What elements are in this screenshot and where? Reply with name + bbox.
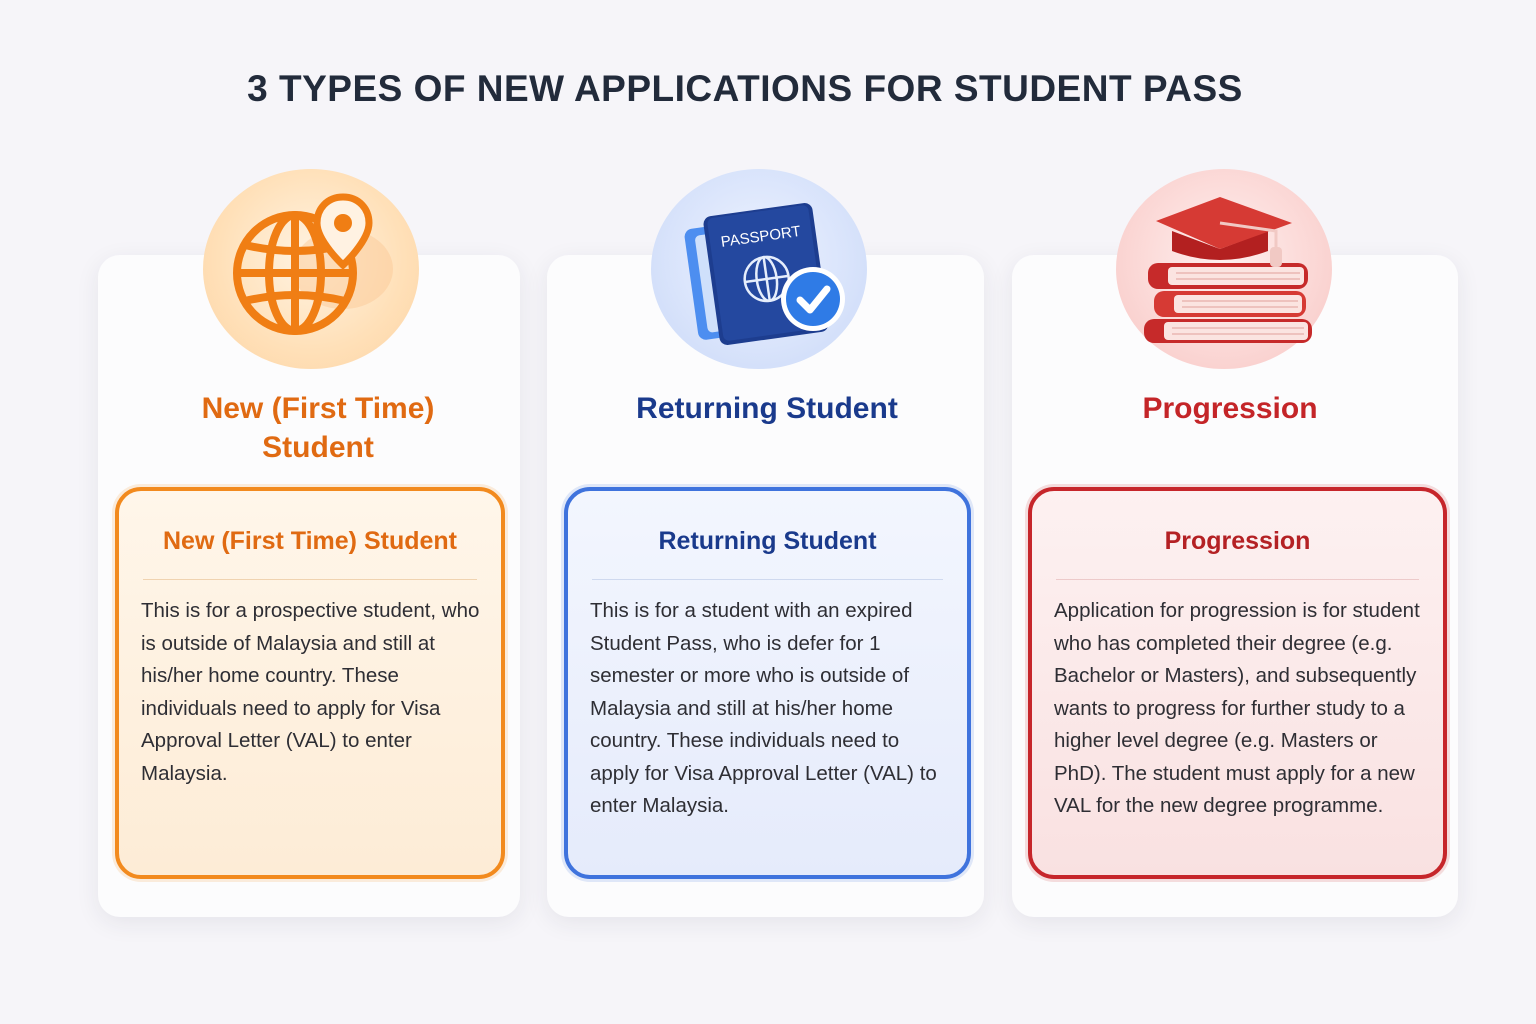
passport-label: PASSPORT [719, 222, 802, 251]
box-description: This is for a student with an expired Student Pass, who is defer for 1 semester or more who is outside of Malaysia and still at his/her home country. These individuals need to apply for Visa Approval Letter (VAL) to enter Malaysia. [590, 599, 937, 817]
box-title: New (First Time) Student [162, 527, 457, 555]
divider [1056, 579, 1419, 580]
divider [592, 579, 943, 580]
detail-box-returning-student [564, 487, 971, 879]
globe-location-icon [203, 169, 419, 369]
detail-box-new-student [115, 487, 505, 879]
card-heading-returning-student: Returning Student [636, 392, 898, 425]
page-title: 3 TYPES OF NEW APPLICATIONS FOR STUDENT PASS [247, 68, 1243, 109]
box-description: This is for a prospective student, who is outside of Malaysia and still at his/her home country. These individuals need to apply for Visa Approval Letter (VAL) to enter Malaysia. [141, 599, 480, 785]
box-title: Progression [1164, 527, 1311, 555]
box-description: Application for progression is for student who has completed their degree (e.g. Bachelor or Masters), and subsequently wants to progress for further study to a higher level degree (e.g. Masters or PhD). The student must apply for a new VAL for the new degree programme. [1054, 599, 1420, 817]
passport-check-icon [651, 169, 867, 369]
card-heading-progression: Progression [1142, 392, 1318, 425]
card-heading-new-student: New (First Time) Student [201, 392, 435, 464]
box-title: Returning Student [658, 527, 877, 555]
graduation-cap-books-icon [1116, 169, 1332, 369]
detail-box-progression [1028, 487, 1447, 879]
divider [143, 579, 477, 580]
